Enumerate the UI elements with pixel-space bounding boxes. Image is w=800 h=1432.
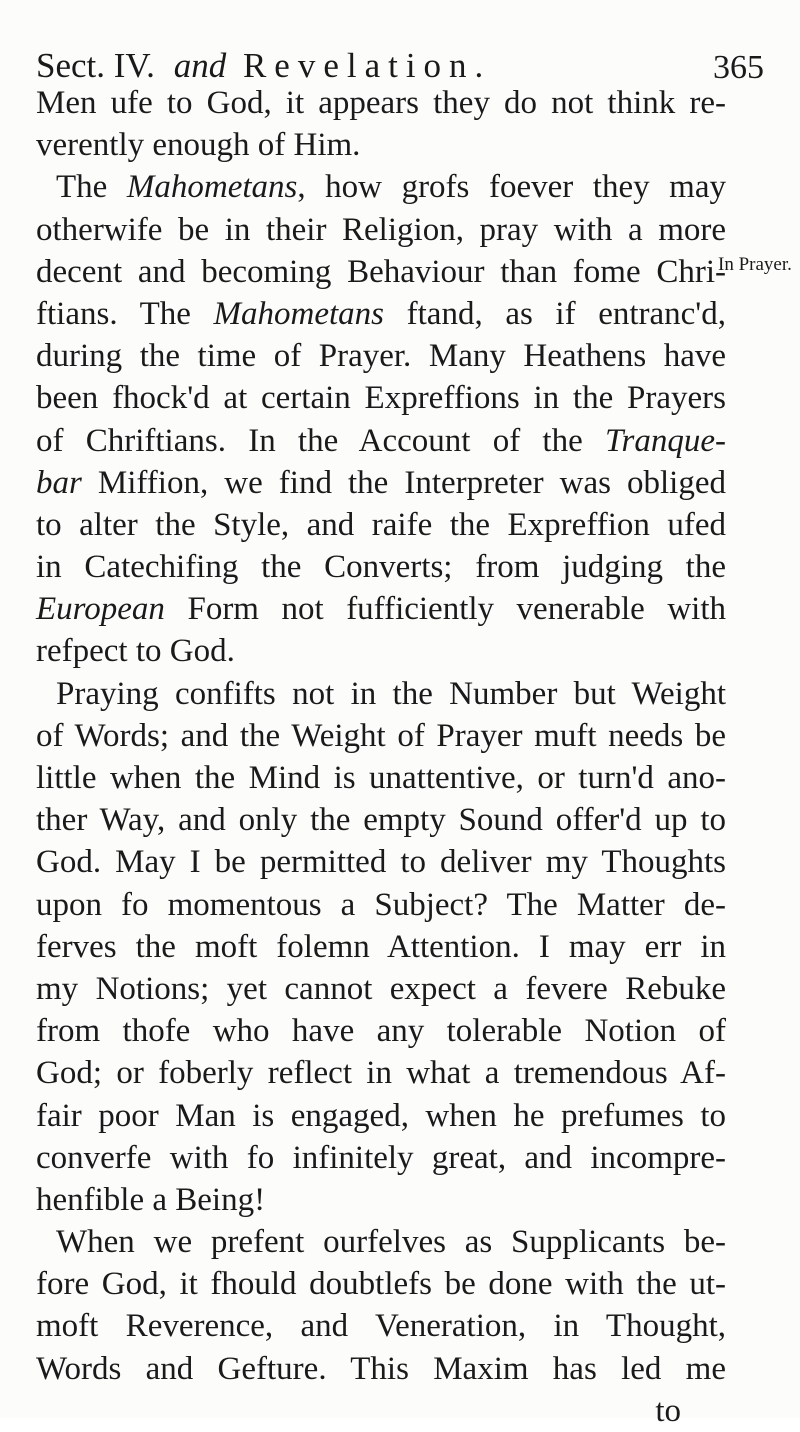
text-run: Form not fufficiently venerable with xyxy=(164,591,726,628)
text-run: When we prefent ourfelves as Supplicants be- xyxy=(56,1224,726,1261)
italic-text: Mahometans xyxy=(126,169,298,206)
text-line xyxy=(36,209,726,251)
text-line xyxy=(36,926,726,968)
text-line xyxy=(36,630,726,672)
text-line xyxy=(36,1137,726,1179)
text-run: of Chriftians. In the Account of the xyxy=(36,422,605,459)
text-run: of Words; and the Weight of Prayer muft needs be xyxy=(36,717,726,754)
text-run: fair poor Man is engaged, when he prefumes to xyxy=(36,1097,726,1134)
body-text xyxy=(36,82,726,1432)
text-run: from thofe who have any tolerable Notion of xyxy=(36,1013,726,1050)
text-line xyxy=(36,673,726,715)
text-run: to xyxy=(655,1392,681,1429)
text-run: henfible a Being! xyxy=(36,1181,266,1218)
text-run: refpect to God. xyxy=(36,633,235,670)
italic-text: European xyxy=(36,591,165,628)
text-run: otherwife be in their Religion, pray with a more xyxy=(36,211,726,248)
text-line xyxy=(36,1348,726,1390)
marginal-note: In Prayer. xyxy=(718,254,792,275)
header-title: Revelation. xyxy=(242,46,492,85)
text-run: during the time of Prayer. Many Heathens have xyxy=(36,338,726,375)
text-line xyxy=(36,841,726,883)
text-line xyxy=(36,1010,726,1052)
text-line xyxy=(36,757,726,799)
text-line xyxy=(36,124,726,166)
text-run: Men ufe to God, it appears they do not think re- xyxy=(36,85,726,121)
text-run: ferves the moft folemn Attention. I may err in xyxy=(36,928,726,965)
text-run: decent and becoming Behaviour than fome Chri- xyxy=(36,253,726,290)
text-line xyxy=(36,166,726,208)
text-run: in Catechifing the Converts; from judging the xyxy=(36,549,726,586)
text-line xyxy=(36,1305,726,1347)
text-run: Words and Gefture. This Maxim has led me xyxy=(36,1350,726,1387)
text-run: The xyxy=(56,169,127,206)
text-run: Praying confifts not in the Number but Weight xyxy=(56,675,726,712)
text-run: been fhock'd at certain Expreffions in the Prayers xyxy=(36,380,726,417)
text-line xyxy=(36,504,726,546)
text-line xyxy=(36,1179,726,1221)
text-line xyxy=(36,1263,726,1305)
text-line xyxy=(36,420,726,462)
text-line xyxy=(36,884,726,926)
page-number: 365 xyxy=(713,49,764,86)
text-line xyxy=(36,715,726,757)
text-run: fore God, it fhould doubtlefs be done with the ut- xyxy=(36,1266,726,1303)
header-section: Sect. IV. xyxy=(36,46,155,85)
text-line xyxy=(36,546,726,588)
text-run: to alter the Style, and raife the Expreffion ufed xyxy=(36,506,726,543)
catchword xyxy=(36,1390,726,1432)
header-connector: and xyxy=(173,46,227,85)
text-line xyxy=(36,335,726,377)
text-line xyxy=(36,82,726,124)
text-run: moft Reverence, and Veneration, in Thought, xyxy=(36,1308,726,1345)
text-run: converfe with fo infinitely great, and incompre- xyxy=(36,1139,726,1176)
text-line xyxy=(36,1052,726,1094)
text-run: ftand, as if entranc'd, xyxy=(384,295,727,332)
text-line xyxy=(36,1095,726,1137)
text-run: my Notions; yet cannot expect a fevere Rebuke xyxy=(36,970,726,1007)
text-run: God; or foberly reflect in what a tremendous Af- xyxy=(36,1055,726,1092)
text-run: ther Way, and only the empty Sound offer'd up to xyxy=(36,802,726,839)
text-line xyxy=(36,799,726,841)
text-line xyxy=(36,1221,726,1263)
text-run: ftians. The xyxy=(36,295,214,332)
text-run: Miffion, we find the Interpreter was obliged xyxy=(81,464,726,501)
text-line xyxy=(36,588,726,630)
text-line xyxy=(36,462,726,504)
text-line xyxy=(36,968,726,1010)
italic-text: Tranque- xyxy=(604,422,726,459)
text-line xyxy=(36,293,726,335)
text-run: , how grofs foever they may xyxy=(297,169,726,206)
italic-text: bar xyxy=(36,464,82,501)
text-line xyxy=(36,251,726,293)
text-line xyxy=(36,377,726,419)
text-run: God. May I be permitted to deliver my Thoughts xyxy=(36,844,726,881)
text-run: upon fo momentous a Subject? The Matter de- xyxy=(36,886,726,923)
text-run: verently enough of Him. xyxy=(36,127,361,164)
text-run: little when the Mind is unattentive, or turn'd ano- xyxy=(36,760,726,796)
italic-text: Mahometans xyxy=(213,295,385,332)
